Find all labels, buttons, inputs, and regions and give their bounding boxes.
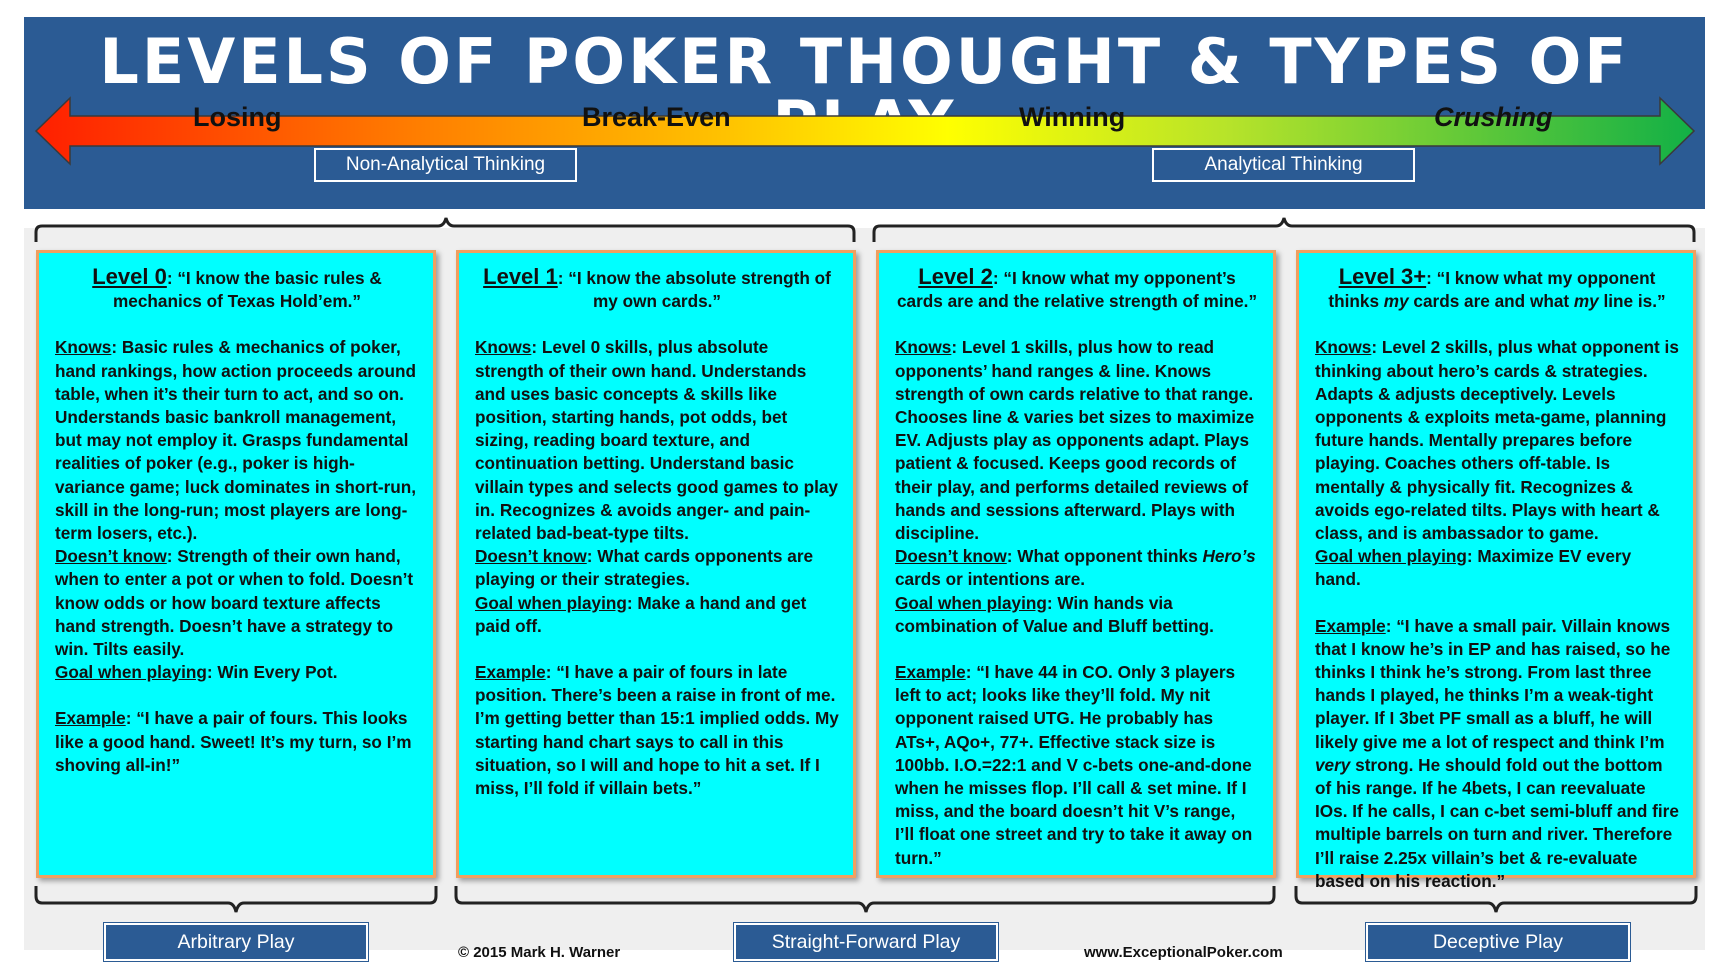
level-0-tagline: : “I know the basic rules & mechanics of Texas Hold’em.” — [112, 268, 382, 312]
copyright: © 2015 Mark H. Warner — [458, 944, 621, 961]
level-2-header — [895, 265, 1259, 313]
level-3-example: Example: “I have a small pair. Villain knows that I know he’s in EP and has raised, so he thinks I think he’s strong. From last three hands I played, he thinks I’m a weak-tight player. If I 3bet PF small as a bluff, he will likely give me a lot of respect and think I’m very strong. He should fold out the bottom of his range. If he 4bets, I can reevaluate IOs. If he calls, I can c-bet semi-bluff and fire multiple barrels on turn and river. Therefore I’ll raise 2.25x villain’s bet & re-evaluate based on his reaction.” — [1315, 615, 1679, 891]
level-1-tagline: : “I know the absolute strength of my own cards.” — [557, 268, 831, 312]
level-2-tagline: : “I know what my opponent’s cards are and the relative strength of mine.” — [896, 268, 1258, 312]
scale-label-losing: Losing — [193, 102, 282, 132]
level-2-doesnt-know: Doesn’t know: What opponent thinks Hero’s cards or intentions are. — [895, 546, 1256, 590]
level-1-doesnt-know: Doesn’t know: What cards opponents are playing or their strategies. — [475, 546, 814, 590]
level-2-goal: Goal when playing: Win hands via combination of Value and Bluff betting. — [895, 592, 1214, 636]
level-1-name: Level 1 — [483, 264, 558, 289]
level-3-tagline: : “I know what my opponent thinks my cards are and what my line is.” — [1328, 268, 1666, 312]
bracket-straight-forward — [456, 886, 1274, 912]
level-1-knows: Knows: Level 0 skills, plus absolute strength of their own hand. Understands and uses basic concepts & skills like position, starting hands, pot odds, bet sizing, reading board texture, and continuation betting. Understand basic villain types and selects good games to play in. Recognizes & avoids anger- and pain-related bad-beat-type tilts. — [475, 337, 838, 544]
level-1-example: Example: “I have a pair of fours in late position. There’s been a raise in front of me. I’m getting better than 15:1 implied odds. My starting hand chart says to call in this situation, so I will and hope to hit a set. If I miss, I’ll fold if villain bets.” — [475, 662, 839, 799]
bracket-analytical — [874, 218, 1694, 242]
level-3-card — [1296, 250, 1696, 891]
level-1-card — [456, 250, 856, 878]
level-0-doesnt-know: Doesn’t know: Strength of their own hand, when to enter a pot or when to fold. Doesn’t know odds or how board texture affects hand strength. Doesn’t have a strategy to win. Tilts easily. — [55, 546, 414, 660]
page-title: LEVELS OF POKER THOUGHT & TYPES OF — [99, 25, 1630, 98]
level-1-goal: Goal when playing: Make a hand and get paid off. — [475, 592, 807, 636]
level-3-knows: Knows: Level 2 skills, plus what opponent is thinking about hero’s cards & strategies. Adapts & adjusts deceptively. Levels opponents & exploits meta-game, planning future hands. Mentally prepares before playing. Coaches others off-table. Is mentally & physically fit. Recognizes & avoids ego-related tilts. Plays with heart & class, and is ambassador to game. — [1315, 337, 1679, 544]
straight-forward-play-label: Straight-Forward Play — [734, 923, 998, 961]
level-2-name: Level 2 — [918, 264, 993, 289]
scale-label-crushing: Crushing — [1434, 102, 1553, 132]
level-2-example: Example: “I have 44 in CO. Only 3 players left to act; looks like they’ll fold. My nit opponent raised UTG. He probably has ATs+, AQo+, 77+. Effective stack size is 100bb. I.O.=22:1 and V c-bets one-and-done when he misses flop. I’ll call & set mine. If I miss, and the board doesn’t hit V’s range, I’ll float one street and try to take it away on turn.” — [895, 662, 1253, 868]
bracket-arbitrary — [36, 886, 436, 912]
level-0-card — [36, 250, 436, 878]
level-0-name: Level 0 — [92, 264, 167, 289]
non-analytical-thinking-label: Non-Analytical Thinking — [314, 148, 577, 182]
arbitrary-play-label: Arbitrary Play — [104, 923, 368, 961]
level-0-knows: Knows: Basic rules & mechanics of poker, hand rankings, how action proceeds around table, when it’s their turn to act, and so on. Understands basic bankroll management, but may not employ it. Grasps fundamental realities of poker (e.g., poker is high-variance game; luck dominates in short-run, skill in the long-run; most players are long-term losers, etc.). — [55, 337, 417, 544]
level-1-header — [475, 265, 839, 313]
scale-label-winning: Winning — [1019, 102, 1126, 132]
analytical-thinking-label: Analytical Thinking — [1152, 148, 1415, 182]
bracket-non-analytical — [36, 218, 854, 242]
level-2-knows: Knows: Level 1 skills, plus how to read opponents’ hand ranges & line. Knows strength of own cards relative to that range. Chooses line & varies bet sizes to maximize EV. Adjusts play as opponents adapt. Plays patient & focused. Keeps good records of their play, and performs detailed reviews of hands and sessions afterward. Plays with discipline. — [895, 337, 1255, 544]
deceptive-play-label: Deceptive Play — [1366, 923, 1630, 961]
scale-label-break-even: Break-Even — [582, 102, 731, 132]
level-0-goal: Goal when playing: Win Every Pot. — [55, 662, 338, 683]
level-2-card — [876, 250, 1276, 878]
level-3-header — [1315, 265, 1679, 313]
level-3-name: Level 3+ — [1338, 264, 1427, 289]
level-0-example: Example: “I have a pair of fours. This looks like a good hand. Sweet! It’s my turn, so I’m shoving all-in!” — [55, 708, 412, 775]
level-3-goal: Goal when playing: Maximize EV every hand. — [1315, 546, 1632, 590]
level-0-header — [55, 265, 419, 313]
website-link[interactable]: www.ExceptionalPoker.com — [1084, 944, 1283, 961]
